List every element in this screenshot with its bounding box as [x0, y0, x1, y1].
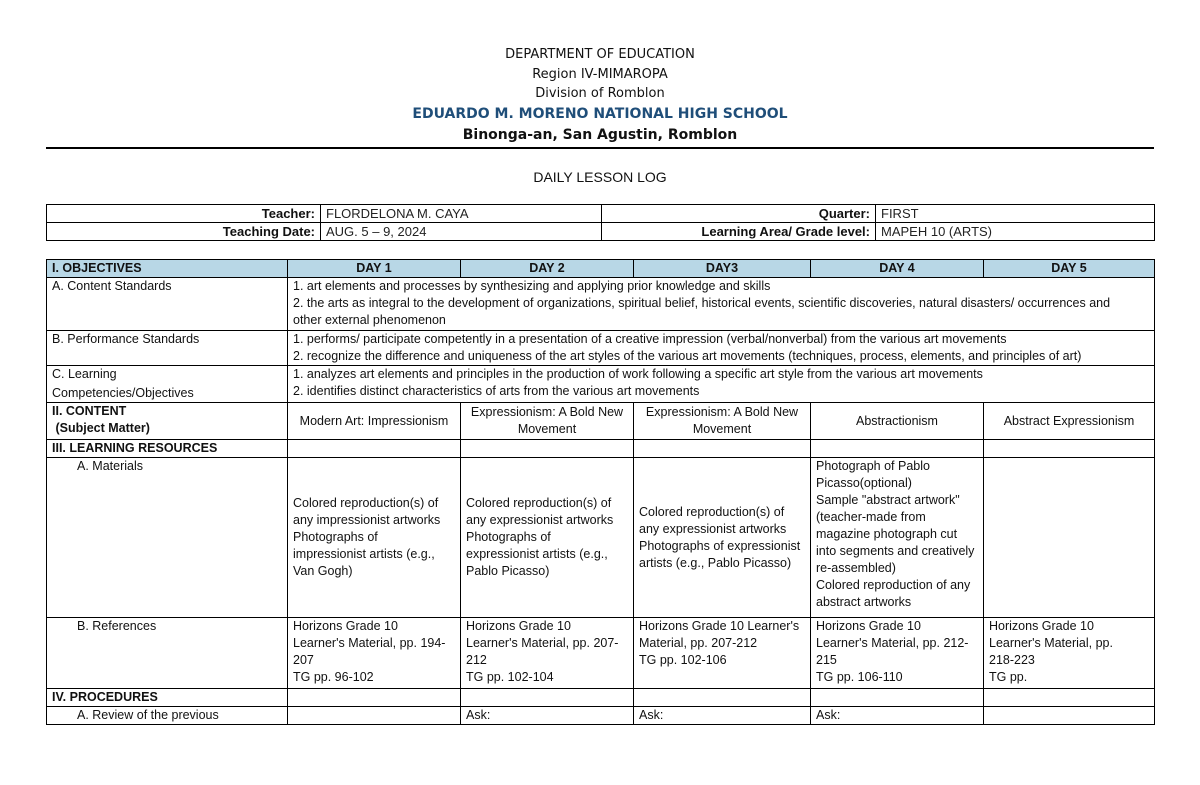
competencies-label	[47, 366, 288, 403]
empty-cell	[811, 689, 984, 707]
lesson-table	[46, 259, 1155, 725]
reference-line: TG pp.	[989, 670, 1028, 684]
content-label	[47, 403, 288, 440]
reference-line: TG pp. 102-106	[639, 653, 727, 667]
empty-cell	[811, 440, 984, 458]
materials-line: impressionist artists (e.g.,	[293, 547, 435, 561]
materials-line: any expressionist artworks	[639, 521, 787, 536]
area-value: MAPEH 10 (ARTS)	[876, 223, 1155, 241]
content-day5: Abstract Expressionism	[984, 403, 1155, 440]
competencies-label-line: Competencies/Objectives	[52, 386, 194, 400]
reference-line: 207	[293, 653, 314, 667]
content-standard-line: other external phenomenon	[293, 313, 446, 327]
empty-cell	[634, 689, 811, 707]
empty-cell	[984, 689, 1155, 707]
review-day3: Ask:	[634, 707, 811, 725]
content-day3: Expressionism: A Bold New Movement	[634, 403, 811, 440]
reference-line: Learner's Material, pp.	[989, 636, 1113, 650]
school-address: Binonga-an, San Agustin, Romblon	[462, 127, 738, 143]
reference-line: 212	[466, 653, 487, 667]
table-row	[47, 689, 1155, 707]
content-label-line: (Subject Matter)	[52, 421, 150, 435]
materials-line: Picasso(optional)	[816, 476, 912, 490]
references-day5	[984, 618, 1155, 689]
empty-cell	[984, 440, 1155, 458]
header-rule	[46, 147, 1154, 149]
day2-header: DAY 2	[461, 260, 634, 278]
reference-line: TG pp. 102-104	[466, 670, 554, 684]
materials-line: Colored reproduction(s) of	[293, 496, 439, 510]
materials-line: Sample "abstract artwork"	[816, 493, 960, 507]
materials-day5	[984, 458, 1155, 618]
references-label: B. References	[47, 618, 288, 689]
review-day5	[984, 707, 1155, 725]
empty-cell	[288, 689, 461, 707]
competency-line: 2. identifies distinct characteristics of arts from the various art movements	[293, 384, 700, 398]
review-day1	[288, 707, 461, 725]
table-row	[47, 403, 1155, 440]
materials-line: (teacher-made from	[816, 510, 926, 524]
materials-line: magazine photograph cut	[816, 527, 958, 541]
division-heading: Division of Romblon	[535, 86, 665, 101]
reference-line: Horizons Grade 10	[293, 619, 398, 633]
day1-header: DAY 1	[288, 260, 461, 278]
region-heading: Region IV-MIMAROPA	[532, 67, 668, 82]
table-header-row	[47, 260, 1155, 278]
reference-line: Horizons Grade 10	[816, 619, 921, 633]
materials-line: expressionist artists (e.g.,	[466, 547, 608, 561]
reference-line: Learner's Material, pp. 194-	[293, 636, 446, 650]
review-day4: Ask:	[811, 707, 984, 725]
objectives-header: I. OBJECTIVES	[47, 260, 288, 278]
reference-line: Learner's Material, pp. 212-	[816, 636, 969, 650]
table-row	[47, 366, 1155, 403]
materials-line: into segments and creatively	[816, 544, 975, 558]
content-standards-label: A. Content Standards	[47, 278, 288, 331]
competencies-label-line: C. Learning	[52, 367, 117, 381]
content-standard-line: 1. art elements and processes by synthesizing and applying prior knowledge and skills	[293, 279, 771, 293]
materials-line: Photographs of expressionist	[639, 538, 801, 553]
review-label: A. Review of the previous	[47, 707, 288, 725]
table-row	[47, 440, 1155, 458]
materials-label: A. Materials	[47, 458, 288, 618]
table-row	[47, 707, 1155, 725]
references-day1	[288, 618, 461, 689]
reference-line: 218-223	[989, 653, 1035, 667]
quarter-value: FIRST	[876, 205, 1155, 223]
reference-line: Horizons Grade 10 Learner's	[639, 619, 800, 633]
procedures-label: IV. PROCEDURES	[47, 689, 288, 707]
content-day4: Abstractionism	[811, 403, 984, 440]
materials-line: Colored reproduction(s) of	[466, 496, 612, 510]
reference-line: Horizons Grade 10	[466, 619, 571, 633]
materials-line: any expressionist artworks	[466, 513, 614, 527]
date-label: Teaching Date:	[47, 223, 321, 241]
reference-line: Horizons Grade 10	[989, 619, 1094, 633]
materials-line: artists (e.g., Pablo Picasso)	[639, 555, 792, 570]
quarter-label: Quarter:	[602, 205, 876, 223]
references-day2	[461, 618, 634, 689]
day4-header: DAY 4	[811, 260, 984, 278]
performance-standard-line: 2. recognize the difference and uniqueness of the art styles of the various art movements (techniques, process, elements, and principles of art)	[293, 349, 1082, 363]
materials-day3	[634, 458, 811, 618]
materials-line: Colored reproduction of any	[816, 578, 971, 592]
references-day3	[634, 618, 811, 689]
content-standards-text	[288, 278, 1155, 331]
learning-resources-label: III. LEARNING RESOURCES	[47, 440, 288, 458]
review-day2: Ask:	[461, 707, 634, 725]
date-value: AUG. 5 – 9, 2024	[321, 223, 602, 241]
materials-line: Photographs of	[466, 530, 551, 544]
info-row	[47, 223, 1155, 241]
table-row	[47, 458, 1155, 618]
materials-line: Van Gogh)	[293, 564, 353, 578]
materials-line: Pablo Picasso)	[466, 564, 550, 578]
table-row	[47, 278, 1155, 331]
teacher-value: FLORDELONA M. CAYA	[321, 205, 602, 223]
performance-standard-line: 1. performs/ participate competently in a presentation of a creative impression (verbal/nonverbal) from the various art movements	[293, 332, 1007, 346]
info-table	[46, 204, 1155, 241]
content-day2: Expressionism: A Bold New Movement	[461, 403, 634, 440]
materials-line: any impressionist artworks	[293, 513, 441, 527]
reference-line: TG pp. 106-110	[816, 670, 903, 684]
references-day4	[811, 618, 984, 689]
area-label: Learning Area/ Grade level:	[602, 223, 876, 241]
teacher-label: Teacher:	[47, 205, 321, 223]
content-label-line: II. CONTENT	[52, 404, 127, 418]
content-day1: Modern Art: Impressionism	[288, 403, 461, 440]
materials-day1	[288, 458, 461, 618]
document-title: DAILY LESSON LOG	[533, 169, 667, 185]
day3-header: DAY3	[634, 260, 811, 278]
materials-line: Photograph of Pablo	[816, 459, 930, 473]
competency-line: 1. analyzes art elements and principles in the production of work following a specific art style from the various art movements	[293, 367, 983, 381]
reference-line: 215	[816, 653, 837, 667]
reference-line: Learner's Material, pp. 207-	[466, 636, 619, 650]
competencies-text	[288, 366, 1155, 403]
table-row	[47, 618, 1155, 689]
content-standard-line: 2. the arts as integral to the development of organizations, spiritual belief, historical events, scientific discoveries, natural disasters/ occurrences and	[293, 296, 1111, 310]
performance-standards-label: B. Performance Standards	[47, 331, 288, 366]
day5-header: DAY 5	[984, 260, 1155, 278]
empty-cell	[634, 440, 811, 458]
info-row	[47, 205, 1155, 223]
materials-line: Photographs of	[293, 530, 378, 544]
empty-cell	[288, 440, 461, 458]
materials-day2	[461, 458, 634, 618]
materials-line: abstract artworks	[816, 595, 912, 609]
performance-standards-text	[288, 331, 1155, 366]
school-name: EDUARDO M. MORENO NATIONAL HIGH SCHOOL	[412, 106, 788, 122]
table-row	[47, 331, 1155, 366]
dept-heading: DEPARTMENT OF EDUCATION	[505, 47, 695, 62]
reference-line: Material, pp. 207-212	[639, 636, 758, 650]
empty-cell	[461, 440, 634, 458]
materials-line: Colored reproduction(s) of	[639, 504, 785, 519]
materials-line: re-assembled)	[816, 561, 896, 575]
empty-cell	[461, 689, 634, 707]
reference-line: TG pp. 96-102	[293, 670, 374, 684]
materials-day4	[811, 458, 984, 618]
